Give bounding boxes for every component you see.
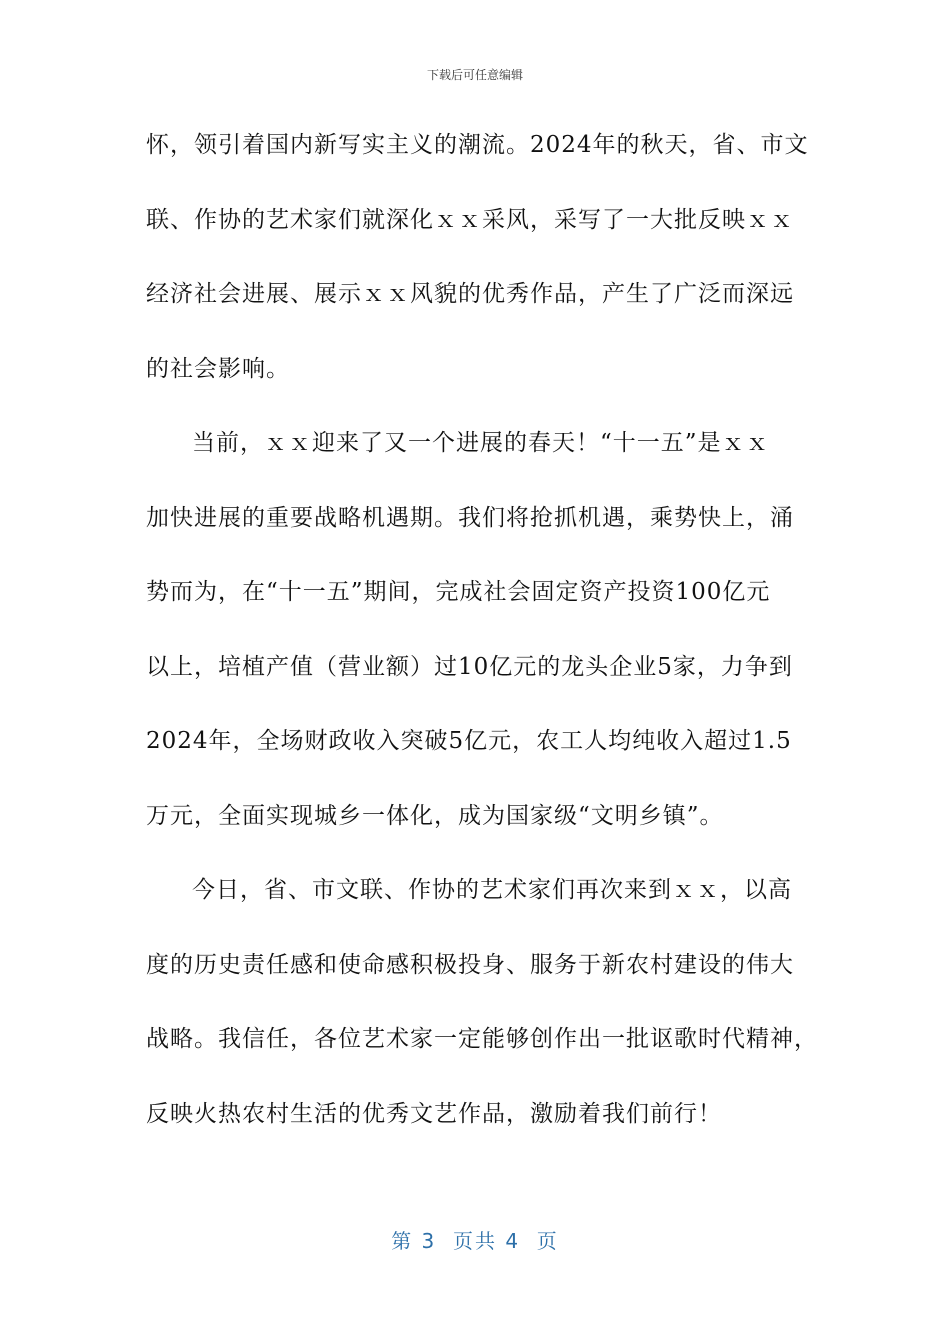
text-line: 经济社会进展、展示ｘｘ风貌的优秀作品，产生了广泛而深远 [146, 281, 794, 307]
text-line: 以上，培植产值（营业额）过10亿元的龙头企业5家，力争到 [146, 653, 793, 680]
paragraph-start-line: 今日，省、市文联、作协的艺术家们再次来到ｘｘ，以高 [192, 877, 792, 903]
page-header: 下载后可任意编辑 [426, 68, 523, 82]
text-line: 的社会影响。 [146, 355, 290, 382]
text-line: 2024年，全场财政收入突破5亿元，农工人均纯收入超过1.5 [146, 728, 792, 754]
text-line: 联、作协的艺术家们就深化ｘｘ采风，采写了一大批反映ｘｘ [146, 206, 794, 233]
text-line: 势而为，在“十一五”期间，完成社会固定资产投资100亿元 [146, 579, 771, 605]
text-line: 反映火热农村生活的优秀文艺作品，激励着我们前行！ [146, 1100, 722, 1127]
page-number-footer: 第 3 页共 4 页 [391, 1229, 559, 1253]
text-line: 加快进展的重要战略机遇期。我们将抢抓机遇，乘势快上，涌 [146, 504, 794, 531]
paragraph-start-line: 当前，ｘｘ迎来了又一个进展的春天！“十一五”是ｘｘ [192, 430, 770, 456]
text-line: 战略。我信任，各位艺术家一定能够创作出一批讴歌时代精神， [146, 1026, 818, 1052]
text-line: 怀，领引着国内新写实主义的潮流。2024年的秋天，省、市文 [146, 132, 809, 158]
text-line: 万元，全面实现城乡一体化，成为国家级“文明乡镇”。 [146, 802, 724, 829]
text-line: 度的历史责任感和使命感积极投身、服务于新农村建设的伟大 [146, 951, 794, 978]
body-text [146, 120, 818, 1163]
